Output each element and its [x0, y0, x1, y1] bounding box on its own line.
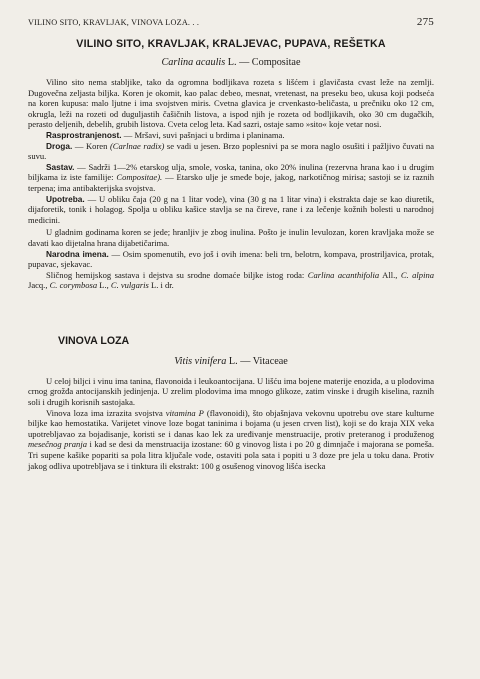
- paragraph-drug: Droga. — Koren (Carlnae radix) se vadi u jesen. Brzo poplesnivi pa se mora naglo osušiti i pažljivo čuvati na suvu.: [28, 140, 435, 162]
- label-drug: Droga.: [46, 140, 73, 151]
- section-spacer: [28, 291, 434, 335]
- running-header: [28, 16, 434, 28]
- author-family: L. — Compositae: [225, 57, 301, 68]
- label-folk-names: Narodna imena.: [46, 248, 109, 259]
- page-number: 275: [416, 16, 434, 28]
- article-title-carlina: VILINO SITO, KRAVLJAK, KRALJEVAC, PUPAVA, REŠETKA: [76, 38, 386, 50]
- latin-name: Vitis vinifera: [174, 355, 227, 367]
- paragraph-use: Upotreba. — U obliku čaja (20 g na 1 litar vode), vina (30 g na 1 litar vina) i ekstrakta daje se kao diuretik, dijaforetik, tonik i holagog. Spolja u obliku kašice stavlja se na čireve, rane i za lečenje kožnih bolesti u narodnoj medicini.: [28, 193, 434, 225]
- paragraph-vitis-properties: Vinova loza ima izrazita svojstva vitamina P (flavonoidi), što objašnjava vekovnu upotrebu ove stare kulturne biljke kao hemostatika. Varijetet vinove loze bogat taninima i bojama (u jesen crven list), koji se do kraja XIX veka upotrebljavao za bojadisanje, koristi se i danas kao lek za uređivanje menstruacije, protiv preteranog i produženog mesečnog pranja i kad se desi da menstruacija izostane: 60 g vinovog lista i po 20 g dimnjače i majorana se pomeša. Tri supene kašike popariti sa pola litra ključale vode, ostaviti pola sata i popiti u 3 doze pre jela u toku dana. Protiv jakog odliva upotrebljava se i tinktura ili ekstrakt: 100 g osušenog vinovog lišća isecka: [28, 407, 434, 471]
- running-title: VILINO SITO, KRAVLJAK, VINOVA LOZA. . .: [28, 18, 200, 27]
- latin-name: Carlina acaulis: [161, 57, 226, 68]
- label-distribution: Rasprostranjenost.: [46, 129, 122, 140]
- species-line-carlina: [28, 57, 434, 68]
- paragraph-distribution: Rasprostranjenost. — Mršavi, suvi pašnjaci u brdima i planinama.: [46, 129, 285, 140]
- label-composition: Sastav.: [46, 161, 75, 172]
- paragraph-description: Vilino sito nema stabljike, tako da ogromna bodljikava rozeta s lišćem i glavičasta cvast leže na zemlji. Dugovečna zeljasta biljka. Koren je okomit, kao palac debeo, mesnat, vretenast, na preseku beo, ukusa koji podseća na koren kupusa: malo ljutne i ima svojstven miris. Cvetna glavica je crvenkasto-beličasta, u prečniku oko 12 cm, okrugla, leži na rozeti od duguljastih čašičnih listova, a ispod njih je rozeta od bodljikavih, oko 30 cm dugačkih, perasto deljenih, debelih, grubih listova. Cveta celog leta. Kad sazri, ostaje samo »sito« koje vetar nosi.: [28, 77, 434, 130]
- species-line-vitis: [28, 356, 434, 367]
- paragraph-composition: Sastav. — Sadrži 1—2% etarskog ulja, smole, voska, tanina, oko 20% inulina (rezervna hrana kao i u drugim biljkama iz iste familije: Compositae). — Etarsko ulje je smeđe boje, jakog, narkotičnog mirisa; sastoji se iz raznih terpena; ima antibakterijska svojstva.: [28, 161, 434, 193]
- author-family: L. — Vitaceae: [226, 355, 288, 367]
- article-title-vinova-loza: VINOVA LOZA: [58, 334, 130, 347]
- paragraph-similar-species: Sličnog hemijskog sastava i dejstva su srodne domaće biljke istog roda: Carlina acanthifolia All., C. alpina Jacq., C. corymbosa L., C. vulgaris L. i dr.: [28, 269, 434, 291]
- paragraph-folk-names: Narodna imena. — Osim spomenutih, evo još i ovih imena: beli trn, belotrn, kompava, prostriljavica, protak, pupavac, sjekavac.: [28, 248, 434, 270]
- paragraph-vitis-constituents: U celoj biljci i vinu ima tanina, flavonoida i leukoantocijana. U lišću ima bojene materije enozida, a u plodovima crnog grožđa antocijanskih jedinjenja. U zrelim plodovima ima mnogo glikoze, zatim vinske i drugih kiselina, raznih soli i drugih korisnih sastojaka.: [28, 375, 434, 408]
- paragraph-famine: U gladnim godinama koren se jede; hranljiv je zbog inulina. Pošto je inulin levulozan, koren kravljaka može se davati kao dijetalna hrana dijabetičarima.: [28, 227, 434, 248]
- label-use: Upotreba.: [46, 193, 85, 204]
